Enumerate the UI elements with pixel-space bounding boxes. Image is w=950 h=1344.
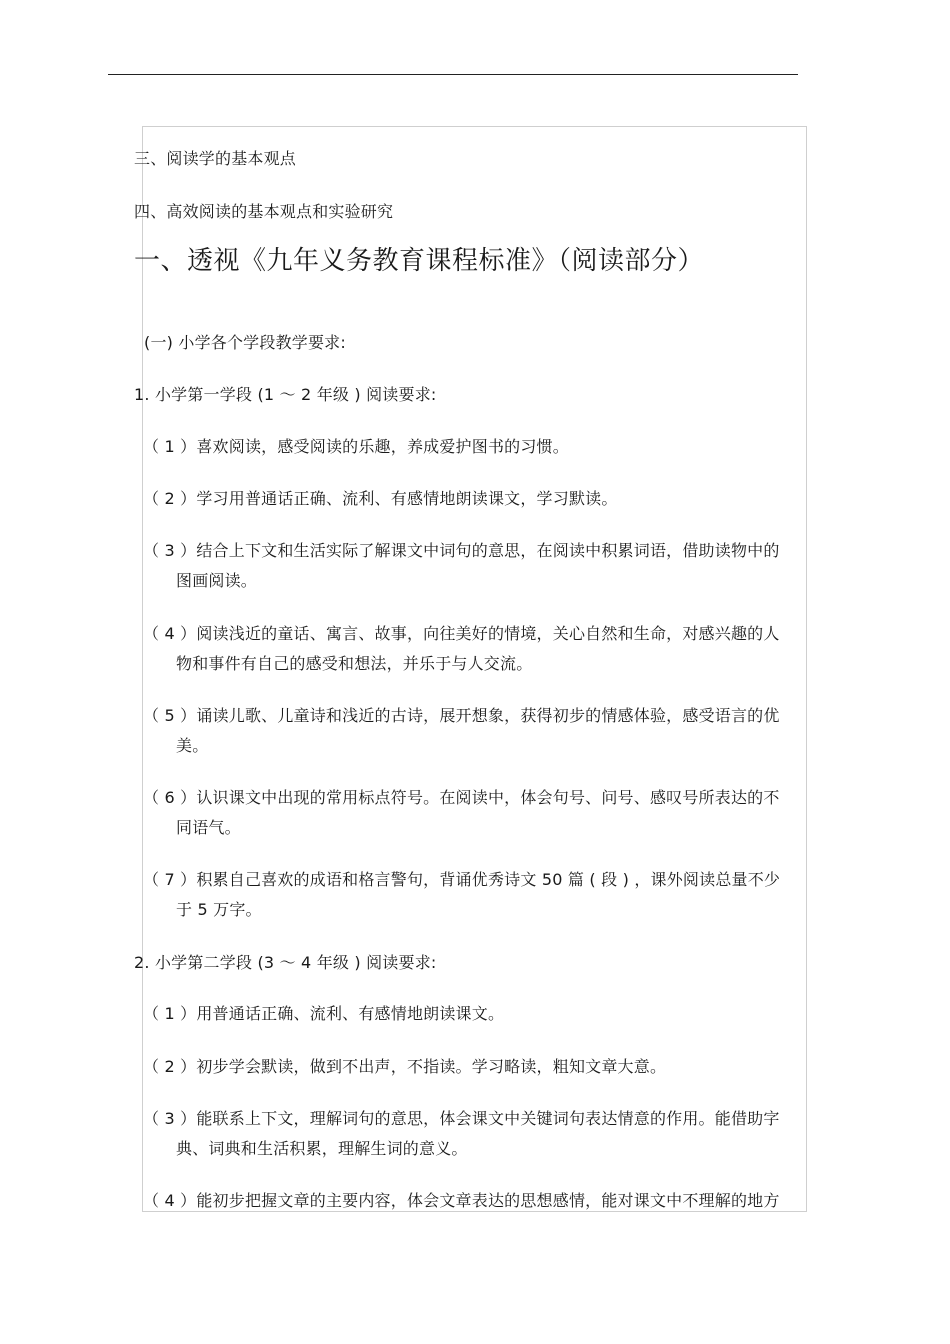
item-text: 认识课文中出现的常用标点符号。在阅读中，体会句号、问号、感叹号所表达的不 bbox=[196, 788, 780, 807]
item-text-continued: 图画阅读。 bbox=[176, 571, 258, 590]
item-text: 喜欢阅读，感受阅读的乐趣，养成爱护图书的习惯。 bbox=[196, 437, 569, 456]
stage1-item-3 bbox=[143, 536, 799, 596]
item-number: （ 4 ） bbox=[143, 624, 197, 643]
stage1-item-1 bbox=[143, 432, 799, 462]
stage1-item-4 bbox=[143, 619, 799, 679]
subsection-heading: (一) 小学各个学段教学要求: bbox=[144, 333, 346, 352]
outline-item-3: 三、阅读学的基本观点 bbox=[134, 149, 297, 168]
stage2-heading: 2. 小学第二学段 (3 ～ 4 年级 ) 阅读要求: bbox=[134, 953, 437, 972]
item-number: （ 1 ） bbox=[143, 437, 197, 456]
item-text: 阅读浅近的童话、寓言、故事，向往美好的情境，关心自然和生命，对感兴趣的人 bbox=[196, 624, 780, 643]
section-title: 一、透视《九年义务教育课程标准》（阅读部分） bbox=[134, 246, 705, 276]
stage1-item-7 bbox=[143, 865, 799, 925]
item-text-continued: 美。 bbox=[176, 736, 209, 755]
item-text: 初步学会默读，做到不出声，不指读。学习略读，粗知文章大意。 bbox=[196, 1057, 667, 1076]
stage2-item-1 bbox=[143, 999, 799, 1029]
stage1-item-2 bbox=[143, 484, 799, 514]
item-text: 学习用普通话正确、流利、有感情地朗读课文，学习默读。 bbox=[196, 489, 618, 508]
stage2-item-4 bbox=[143, 1186, 799, 1216]
item-text: 用普通话正确、流利、有感情地朗读课文。 bbox=[196, 1004, 505, 1023]
item-text: 结合上下文和生活实际了解课文中词句的意思，在阅读中积累词语，借助读物中的 bbox=[196, 541, 780, 560]
item-text-continued: 物和事件有自己的感受和想法，并乐于与人交流。 bbox=[176, 654, 533, 673]
item-text-continued: 于 5 万字。 bbox=[176, 900, 262, 919]
item-text-continued: 典、词典和生活积累，理解生词的意义。 bbox=[176, 1139, 468, 1158]
stage2-item-2 bbox=[143, 1052, 799, 1082]
item-number: （ 3 ） bbox=[143, 541, 197, 560]
stage1-item-5 bbox=[143, 701, 799, 761]
item-text: 能联系上下文，理解词句的意思，体会课文中关键词句表达情意的作用。能借助字 bbox=[196, 1109, 780, 1128]
item-number: （ 7 ） bbox=[143, 870, 197, 889]
item-text-continued: 同语气。 bbox=[176, 818, 241, 837]
item-number: （ 2 ） bbox=[143, 1057, 197, 1076]
item-number: （ 5 ） bbox=[143, 706, 197, 725]
item-text: 能初步把握文章的主要内容，体会文章表达的思想感情，能对课文中不理解的地方 bbox=[196, 1191, 780, 1210]
stage2-item-3 bbox=[143, 1104, 799, 1164]
stage1-item-6 bbox=[143, 783, 799, 843]
item-number: （ 2 ） bbox=[143, 489, 197, 508]
item-number: （ 6 ） bbox=[143, 788, 197, 807]
stage1-heading: 1. 小学第一学段 (1 ～ 2 年级 ) 阅读要求: bbox=[134, 385, 437, 404]
item-text: 积累自己喜欢的成语和格言警句，背诵优秀诗文 50 篇 ( 段 ) ，课外阅读总量不少 bbox=[196, 870, 781, 889]
item-number: （ 3 ） bbox=[143, 1109, 197, 1128]
item-number: （ 1 ） bbox=[143, 1004, 197, 1023]
header-rule bbox=[108, 74, 798, 75]
item-number: （ 4 ） bbox=[143, 1191, 197, 1210]
item-text: 诵读儿歌、儿童诗和浅近的古诗，展开想象，获得初步的情感体验，感受语言的优 bbox=[196, 706, 780, 725]
outline-item-4: 四、高效阅读的基本观点和实验研究 bbox=[134, 202, 394, 221]
